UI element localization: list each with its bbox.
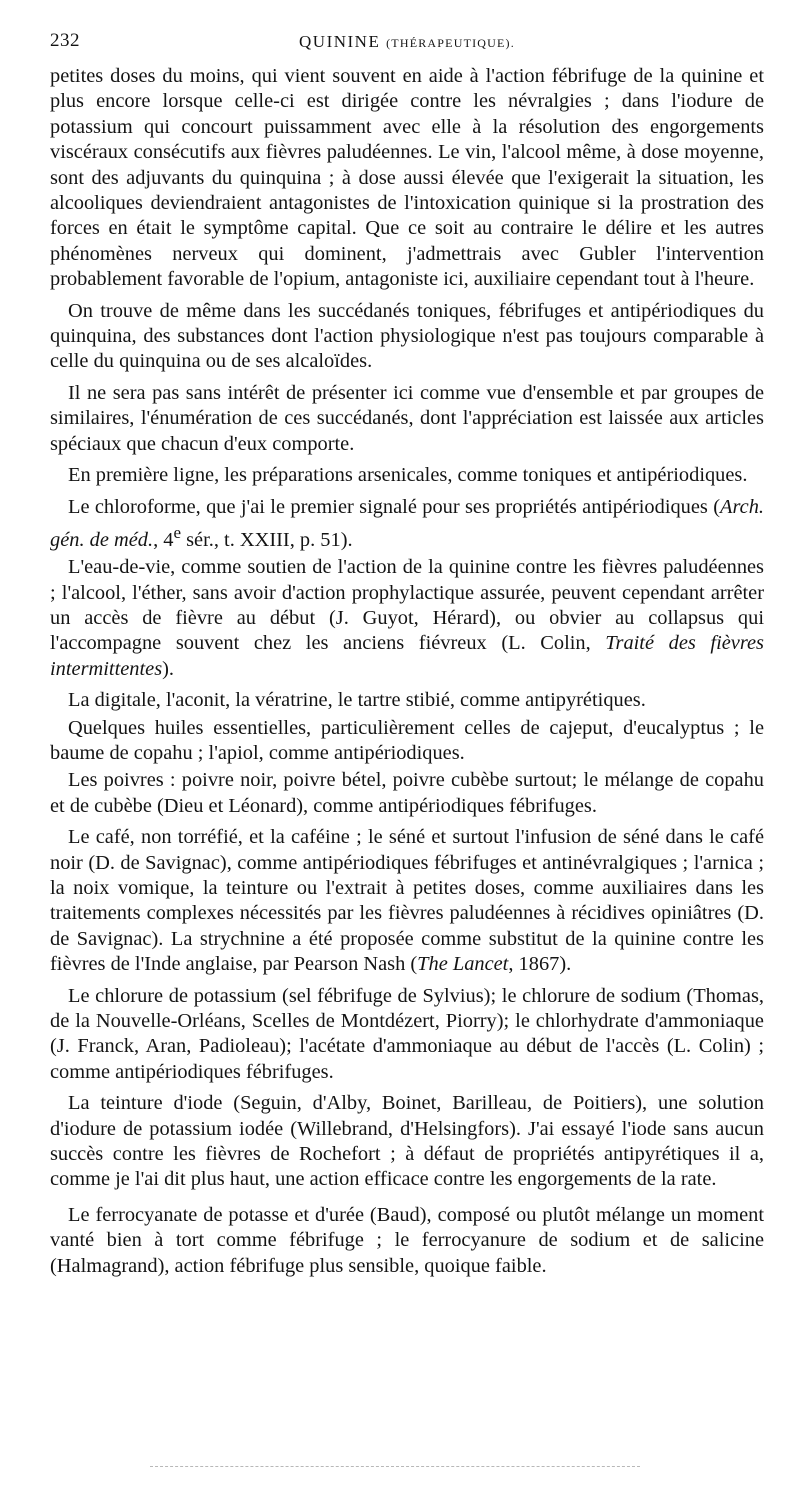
paragraph-iode: La teinture d'iode (Seguin, d'Alby, Boinet, Barilleau, de Poitiers), une solution d'iodure de potassium iodée (Willebrand, d'Helsingfors). J'ai essayé l'iode sans aucun succès contre les fièvres de Rochefort ; à défaut de propriétés antipyrétiques il a, comme je l'ai dit plus haut, une action efficace contre les engorgements de la rate. bbox=[50, 1092, 764, 1191]
citation-traite: Traité des fièvres intermittentes bbox=[50, 632, 764, 680]
paragraph-poivres: Les poivres : poivre noir, poivre bétel, poivre cubèbe surtout; le mélange de copahu et de cubèbe (Dieu et Léonard), comme antipériodiques fébrifuges. bbox=[50, 769, 764, 817]
paragraph-ferrocyanate: Le ferrocyanate de potasse et d'urée (Baud), composé ou plutôt mélange un moment vanté bien à tort comme fébrifuge ; le ferrocyanure de sodium et de salicine (Halmagrand), action fébrifuge plus sensible, quoique faible. bbox=[50, 1203, 764, 1277]
body-text bbox=[50, 64, 764, 1279]
paragraph-digitale: La digitale, l'aconit, la vératrine, le tartre stibié, comme antipyrétiques. bbox=[68, 689, 646, 712]
paragraph-continuation: petites doses du moins, qui vient souvent en aide à l'action fébrifuge de la quinine et plus encore lorsque celle-ci est dirigée contre les névralgies ; dans l'iodure de potassium qui concourt puissamment avec elle à la résolution des engorgements viscéraux consécutifs aux fièvres paludéennes. Le vin, l'alcool même, à dose moyenne, sont des adjuvants du quinquina ; à dose aussi élevée que l'exigerait la situation, les alcooliques deviendraient antagonistes de l'intoxication quinique si la prostration des forces en était le symptôme capital. Que ce soit au contraire le délire et les autres phénomènes nerveux qui dominent, j'admettrais avec Gubler l'intervention probablement favorable de l'opium, antagoniste ici, auxiliaire cependant tout à l'heure. bbox=[50, 65, 764, 291]
paragraph-chlorure: Le chlorure de potassium (sel fébrifuge de Sylvius); le chlorure de sodium (Thomas, de la Nouvelle-Orléans, Scelles de Montdézert, Piorry); le chlorhydrate d'ammoniaque (J. Franck, Aran, Padioleau); l'acétate d'ammoniaque au début de l'accès (L. Colin) ; comme antipériodiques fébrifuges. bbox=[50, 984, 764, 1083]
footer-bleed-rule bbox=[150, 1466, 640, 1467]
page-header bbox=[50, 28, 764, 56]
paragraph-arsenicales: En première ligne, les préparations arsenicales, comme toniques et antipériodiques. bbox=[68, 464, 748, 487]
citation-lancet: The Lancet bbox=[417, 953, 509, 976]
paragraph-enumeration-intro: Il ne sera pas sans intérêt de présenter ici comme vue d'ensemble et par groupes de similaires, l'énumération de ces succédanés, dont l'appréciation est laissée aux articles spéciaux que chacun d'eux comporte. bbox=[50, 381, 764, 455]
paragraph-cafe: Le café, non torréfié, et la caféine ; le séné et surtout l'infusion de séné dans le café noir (D. de Savignac), comme antipériodiques fébrifuges et antinévralgiques ; l'arnica ; la noix vomique, la teinture ou l'extrait à petites doses, comme auxiliaires dans les traitements complexes nécessités par les fièvres paludéennes à récidives opiniâtres (D. de Savignac). La strychnine a été proposée comme substitut de la quinine contre les fièvres de l'Inde anglaise, par Pearson Nash (The Lancet, 1867). bbox=[50, 826, 764, 976]
running-title bbox=[50, 32, 764, 52]
page-number: 232 bbox=[50, 30, 80, 51]
running-title-main: QUININE bbox=[299, 32, 381, 51]
paragraph-eau-de-vie: L'eau-de-vie, comme soutien de l'action de la quinine contre les fièvres paludéennes ; l'alcool, l'éther, sans avoir d'action prophylactique assurée, peuvent cependant arrêter un accès de fièvre au début (J. Guyot, Hérard), ou obvier au collapsus qui l'accompagne souvent chez les anciens fiévreux (L. Colin, Traité des fièvres intermittentes). bbox=[50, 556, 764, 680]
paragraph-chloroforme: Le chloroforme, que j'ai le premier signalé pour ses propriétés antipériodiques (Arch. gén. de méd., 4e sér., t. XXIII, p. 51). bbox=[50, 495, 764, 551]
citation-archives: Arch. gén. de méd. bbox=[50, 495, 764, 551]
paragraph-huiles: Quelques huiles essentielles, particulièrement celles de cajeput, d'eucalyptus ; le baume de copahu ; l'apiol, comme antipériodiques. bbox=[50, 716, 764, 764]
paragraph-succedanes-intro: On trouve de même dans les succédanés toniques, fébrifuges et antipériodiques du quinquina, des substances dont l'action physiologique n'est pas toujours comparable à celle du quinquina ou de ses alcaloïdes. bbox=[50, 299, 764, 373]
running-title-subtitle: (THÉRAPEUTIQUE). bbox=[386, 36, 515, 50]
